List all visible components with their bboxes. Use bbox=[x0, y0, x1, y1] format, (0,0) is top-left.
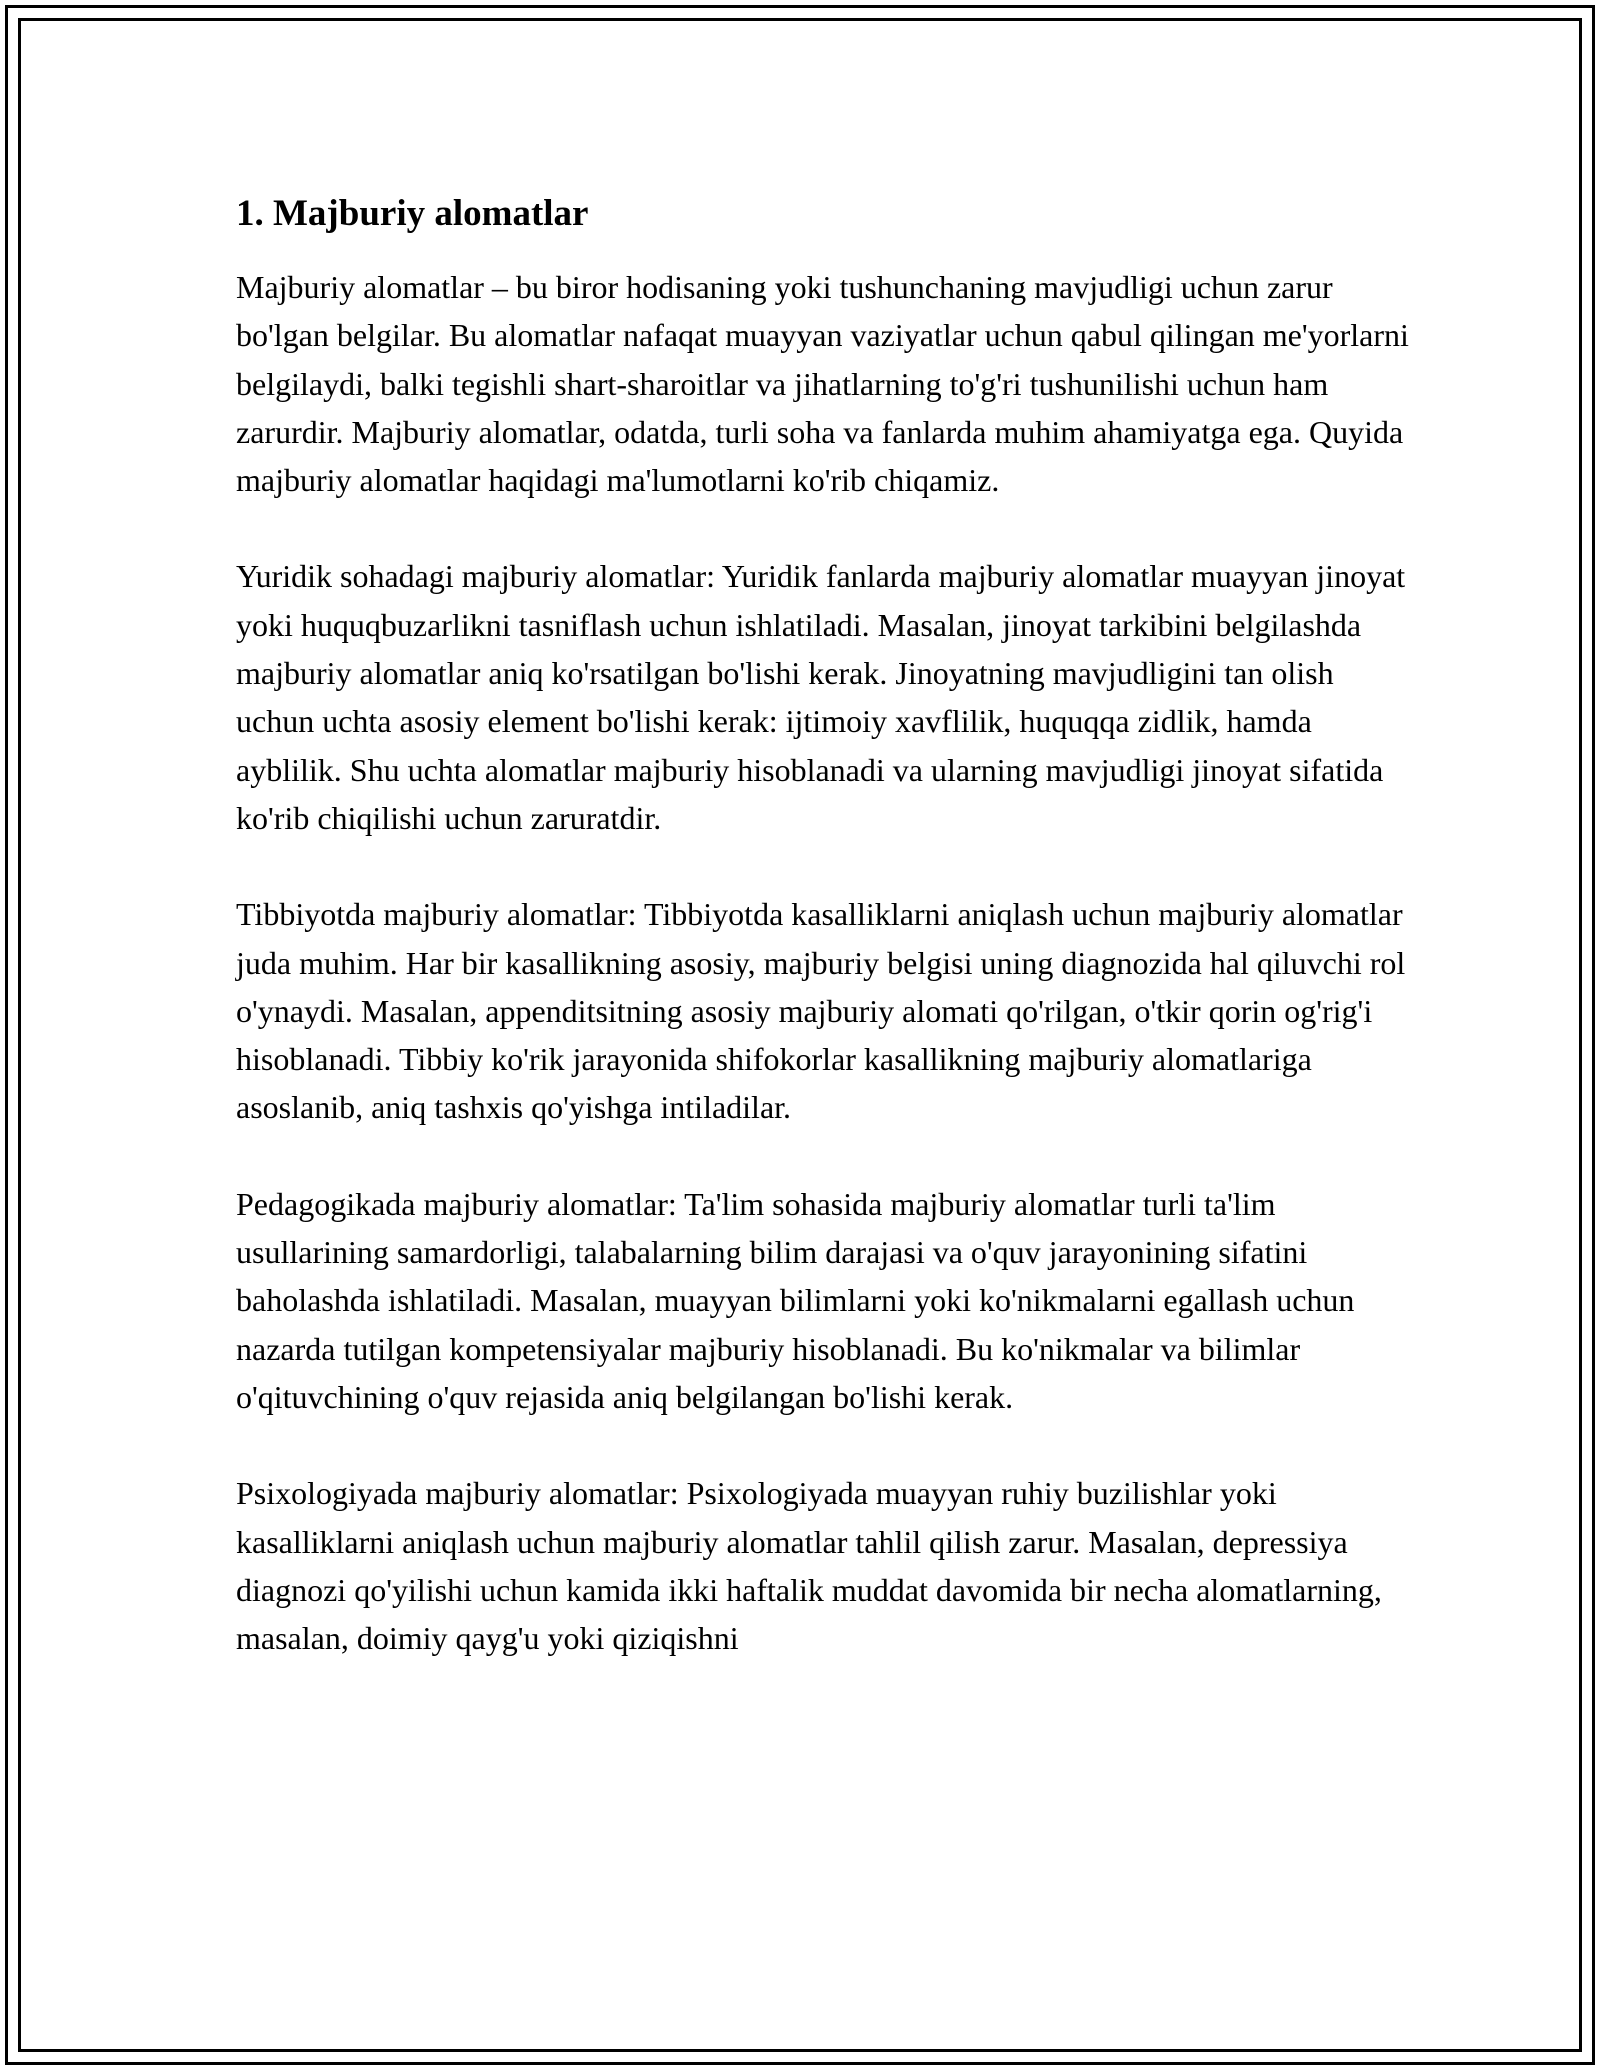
section-title: 1. Majburiy alomatlar bbox=[236, 193, 589, 234]
paragraph-psychology: Psixologiyada majburiy alomatlar: Psixologiyada muayyan ruhiy buzilishlar yoki kasalliklarni aniqlash uchun majburiy alomatlar tahlil qilish zarur. Masalan, depressiya diagnozi qo'yilishi uchun kamida ikki haftalik muddat davomida bir necha alomatlarning, masalan, doimiy qayg'u yoki qiziqishni bbox=[236, 1475, 1382, 1657]
paragraph-pedagogy: Pedagogikada majburiy alomatlar: Ta'lim sohasida majburiy alomatlar turli ta'lim usullarining samardorligi, talabalarning bilim darajasi va o'quv jarayonining sifatini baholashda ishlatiladi. Masalan, muayyan bilimlarni yoki ko'nikmalarni egallash uchun nazarda tutilgan kompetensiyalar majburiy hisoblanadi. Bu ko'nikmalar va bilimlar o'qituvchining o'quv rejasida aniq belgilangan bo'lishi kerak. bbox=[236, 1185, 1355, 1415]
paragraph-intro: Majburiy alomatlar – bu biror hodisaning yoki tushunchaning mavjudligi uchun zarur bo'lgan belgilar. Bu alomatlar nafaqat muayyan vaziyatlar uchun qabul qilingan me'yorlarni belgilaydi, balki tegishli shart-sharoitlar va jihatlarning to'g'ri tushunilishi uchun ham zarurdir. Majburiy alomatlar, odatda, turli soha va fanlarda muhim ahamiyatga ega. Quyida majburiy alomatlar haqidagi ma'lumotlarni ko'rib chiqamiz. bbox=[236, 269, 1409, 499]
paragraph-medicine: Tibbiyotda majburiy alomatlar: Tibbiyotda kasalliklarni aniqlash uchun majburiy alomatlar juda muhim. Har bir kasallikning asosiy, majburiy belgisi uning diagnozida hal qiluvchi rol o'ynaydi. Masalan, appenditsitning asosiy majburiy alomati qo'rilgan, o'tkir qorin og'rig'i hisoblanadi. Tibbiy ko'rik jarayonida shifokorlar kasallikning majburiy alomatlariga asoslanib, aniq tashxis qo'yishga intiladilar. bbox=[236, 896, 1406, 1126]
document-content bbox=[236, 185, 1416, 1662]
paragraph-legal: Yuridik sohadagi majburiy alomatlar: Yuridik fanlarda majburiy alomatlar muayyan jinoyat yoki huquqbuzarlikni tasniflash uchun ishlatiladi. Masalan, jinoyat tarkibini belgilashda majburiy alomatlar aniq ko'rsatilgan bo'lishi kerak. Jinoyatning mavjudligini tan olish uchun uchta asosiy element bo'lishi kerak: ijtimoiy xavflilik, huquqqa zidlik, hamda ayblilik. Shu uchta alomatlar majburiy hisoblanadi va ularning mavjudligi jinoyat sifatida ko'rib chiqilishi uchun zaruratdir. bbox=[236, 558, 1406, 836]
